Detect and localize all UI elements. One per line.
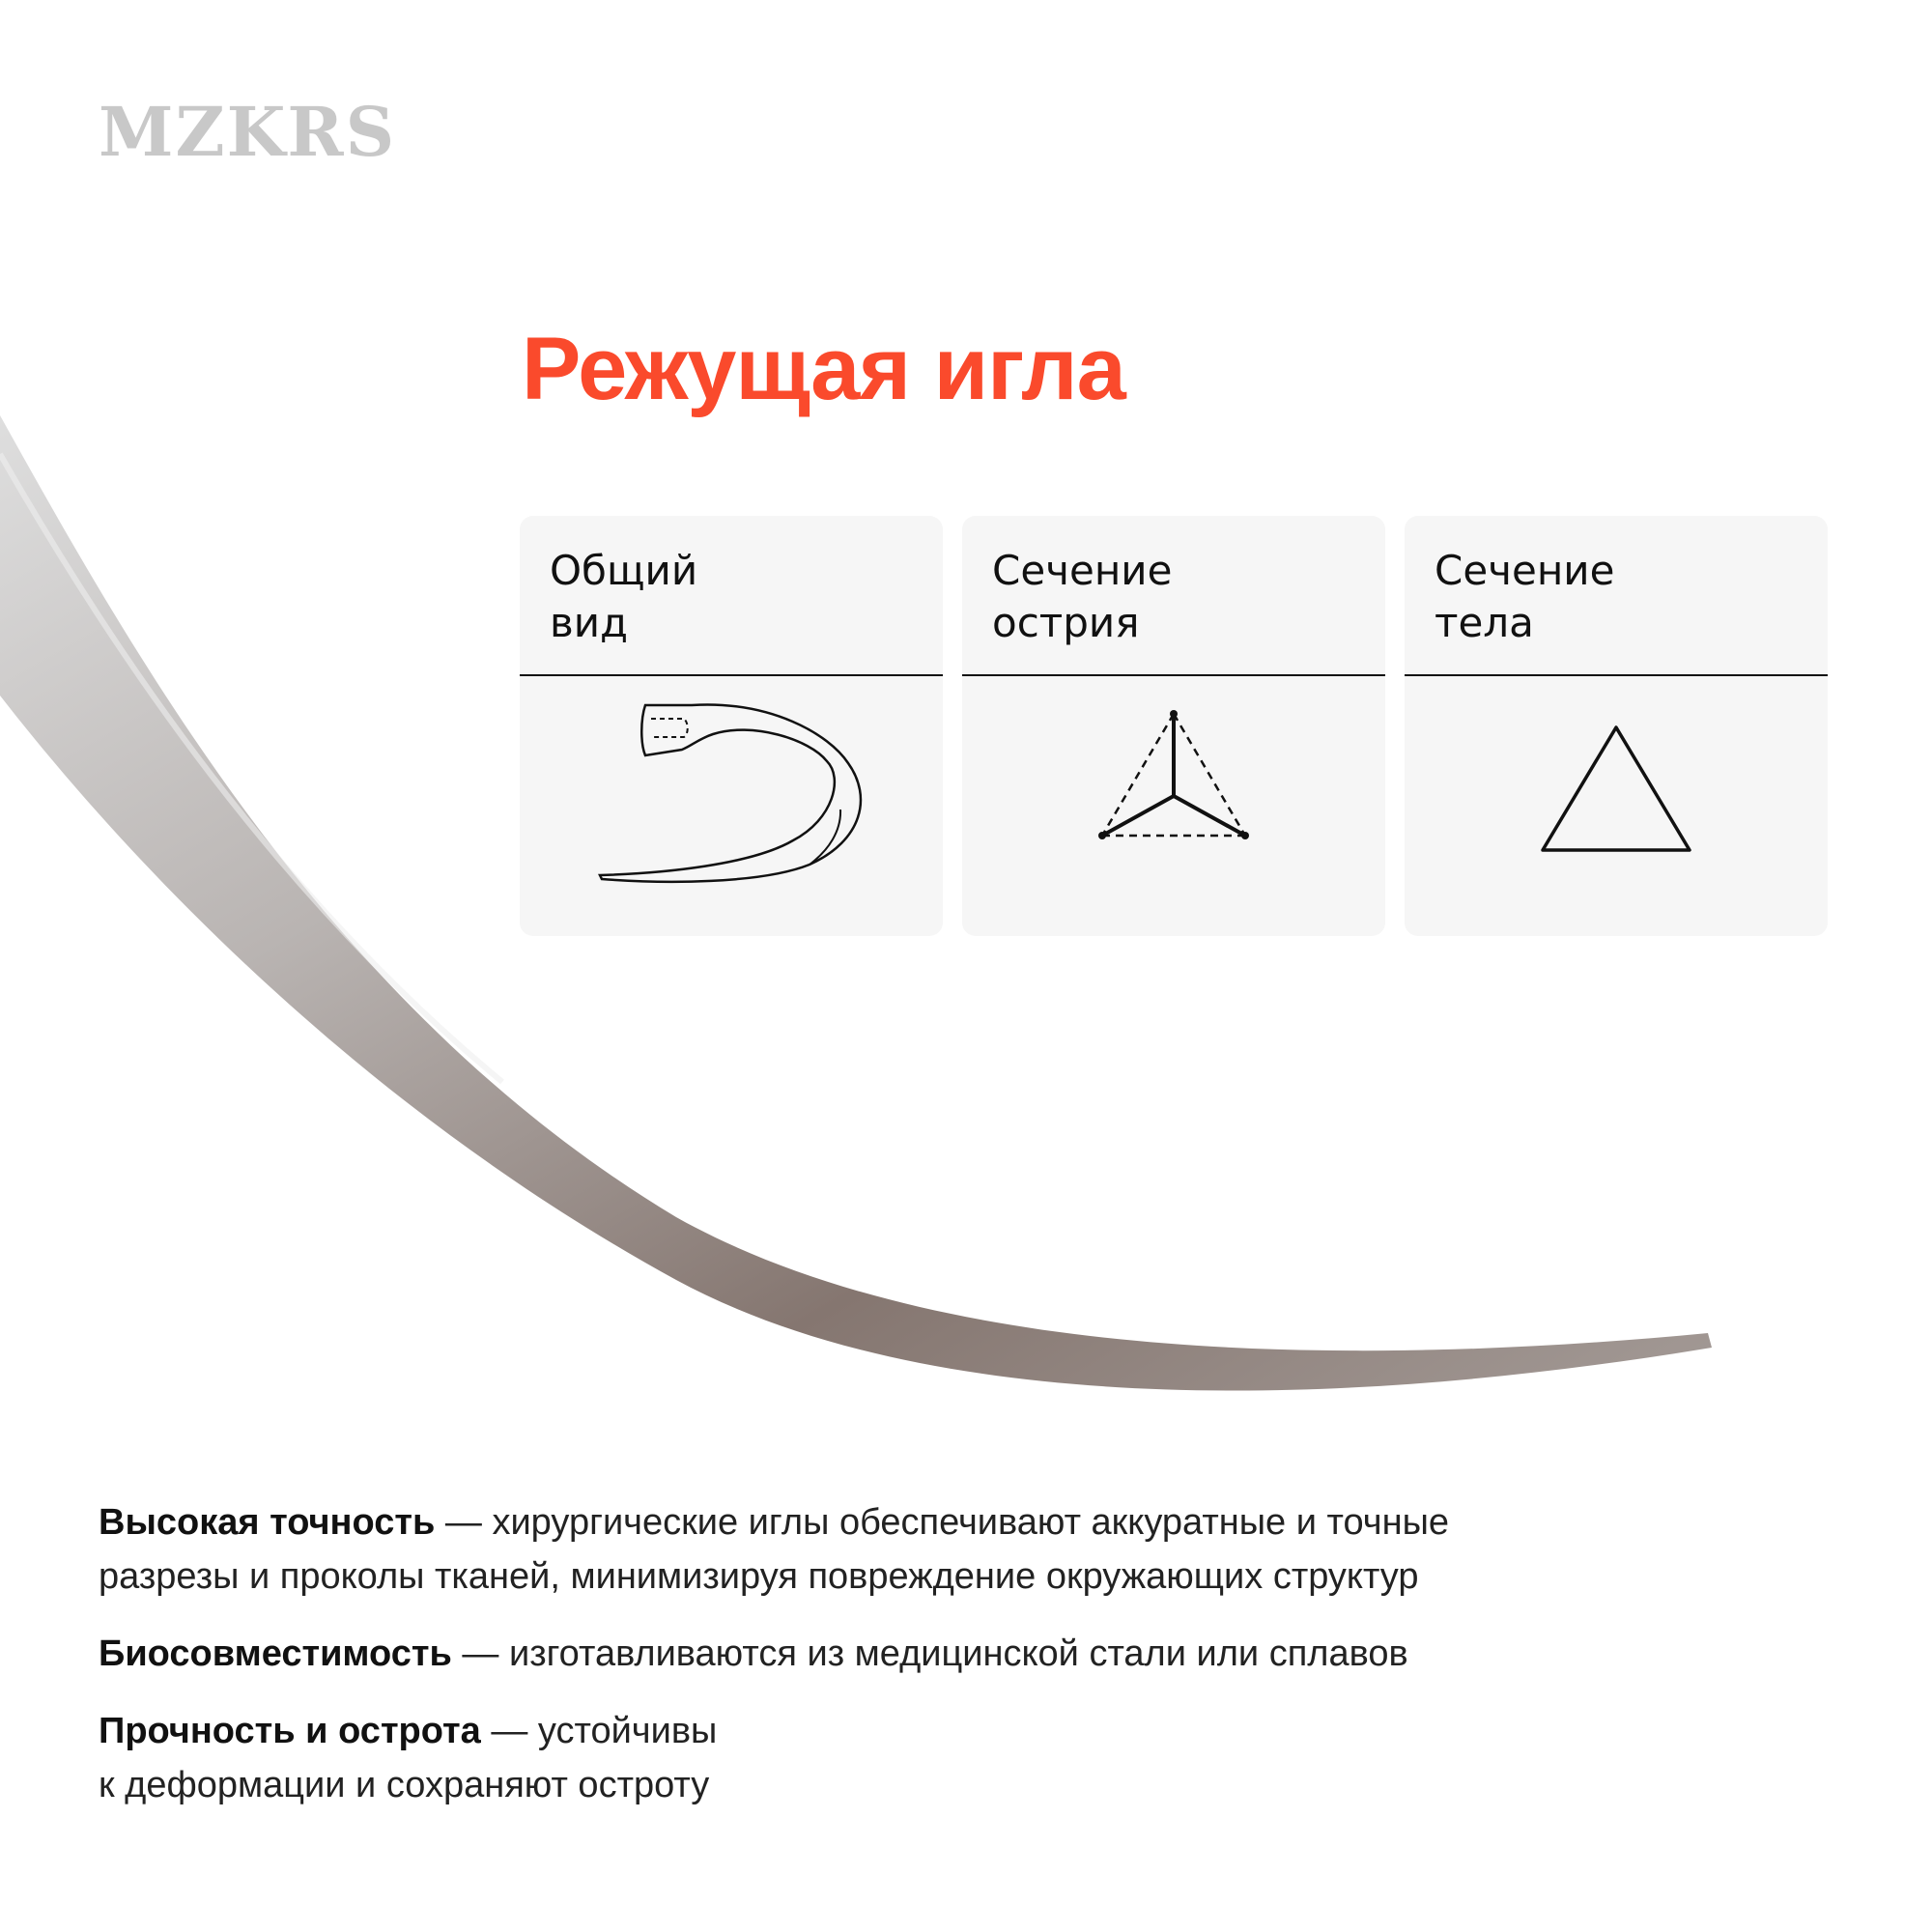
feature-term: Прочность и острота	[99, 1711, 481, 1751]
feature-list	[99, 1495, 1741, 1835]
feature-item	[99, 1495, 1528, 1604]
feature-term: Биосовместимость	[99, 1634, 452, 1674]
dashed-triangle-cross-section-icon	[962, 676, 1385, 936]
feature-text: — изготавливаются из медицинской стали или сплавов	[451, 1634, 1408, 1674]
card-tip-section	[962, 516, 1385, 936]
triangle-cross-section-icon	[1405, 676, 1828, 936]
card-label: Сечение тела	[1435, 547, 1615, 646]
feature-term: Высокая точность	[99, 1502, 436, 1543]
needle-views	[520, 516, 1828, 936]
card-body-section	[1405, 516, 1828, 936]
page-title: Режущая игла	[522, 320, 1125, 418]
feature-item	[99, 1627, 1741, 1681]
feature-item	[99, 1704, 1741, 1812]
card-general-view	[520, 516, 943, 936]
card-label: Общий вид	[550, 547, 698, 646]
brand-logo: MZKRS	[99, 92, 397, 172]
curved-needle-outline-icon	[520, 676, 943, 936]
feature-text: — устойчивы к деформации и сохраняют остроту	[99, 1711, 718, 1805]
feature-text: — хирургические иглы обеспечивают аккуратные и точные разрезы и проколы тканей, минимизируя повреждение окружающих структур	[99, 1502, 1450, 1597]
card-label: Сечение острия	[992, 547, 1173, 646]
